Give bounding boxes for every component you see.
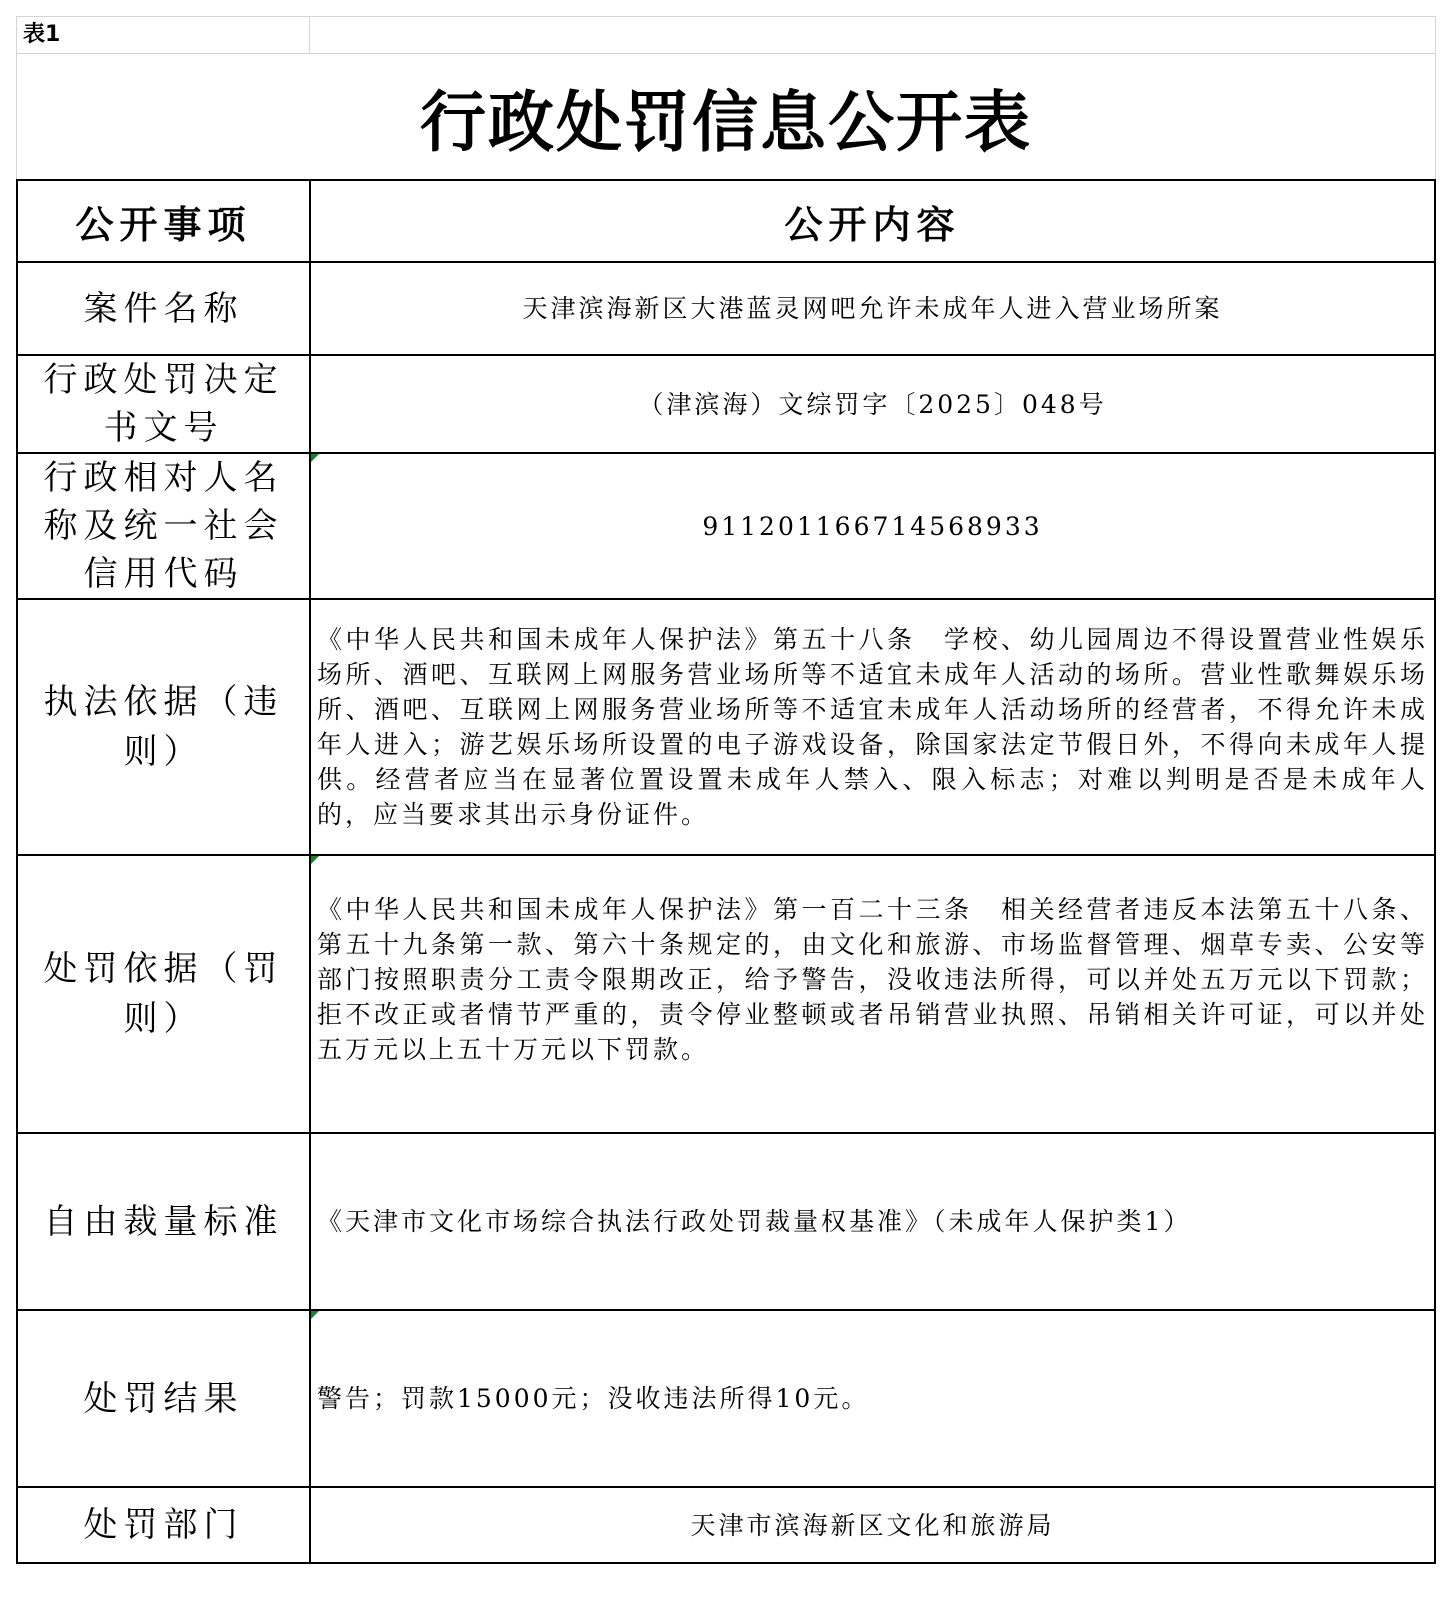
row-value-case-name[interactable]: 天津滨海新区大港蓝灵网吧允许未成年人进入营业场所案 [310, 262, 1435, 355]
header-content[interactable]: 公开内容 [310, 180, 1435, 262]
penalty-result-text: 警告；罚款15000元；没收违法所得10元。 [317, 1384, 870, 1413]
row-value-discretion-standard[interactable]: 《天津市文化市场综合执法行政处罚裁量权基准》（未成年人保护类1） [310, 1133, 1435, 1310]
table-row [17, 1310, 1435, 1487]
row-key-penalty-basis[interactable]: 处罚依据（罚则） [17, 855, 310, 1133]
header-item[interactable]: 公开事项 [17, 180, 310, 262]
penalty-basis-text: 《中华人民共和国未成年人保护法》第一百二十三条 相关经营者违反本法第五十八条、第五十九条第一款、第六十条规定的，由文化和旅游、市场监督管理、烟草专卖、公安等部门按照职责分工责令限期改正，给予警告，没收违法所得，可以并处五万元以下罚款；拒不改正或者情节严重的，责令停业整顿或者吊销营业执照、吊销相关许可证，可以并处五万元以上五十万元以下罚款。 [317, 895, 1428, 1064]
title-row [16, 54, 1436, 179]
comment-marker [311, 454, 319, 462]
info-table [16, 179, 1436, 1564]
table-row [17, 855, 1435, 1133]
row-key-party-name[interactable]: 行政相对人名称及统一社会信用代码 [17, 453, 310, 599]
row-key-penalty-result[interactable]: 处罚结果 [17, 1310, 310, 1487]
row-key-department[interactable]: 处罚部门 [17, 1487, 310, 1563]
empty-cell[interactable] [310, 17, 1435, 53]
table-row [17, 1133, 1435, 1310]
table-row [17, 1487, 1435, 1563]
sheet-label-row [16, 16, 1436, 54]
page-title: 行政处罚信息公开表 [420, 83, 1032, 161]
row-value-penalty-result[interactable] [310, 1310, 1435, 1487]
header-row [17, 180, 1435, 262]
row-key-case-name[interactable]: 案件名称 [17, 262, 310, 355]
comment-marker [311, 1311, 319, 1319]
table-row [17, 453, 1435, 599]
spreadsheet [16, 16, 1436, 1564]
row-value-decision-number[interactable]: （津滨海）文综罚字〔2025〕048号 [310, 355, 1435, 453]
row-key-decision-number[interactable]: 行政处罚决定书文号 [17, 355, 310, 453]
row-key-discretion-standard[interactable]: 自由裁量标准 [17, 1133, 310, 1310]
party-code-text: 911201166714568933 [702, 511, 1043, 541]
row-value-party-code[interactable] [310, 453, 1435, 599]
comment-marker [311, 856, 319, 864]
row-value-penalty-basis[interactable] [310, 855, 1435, 1133]
row-key-legal-basis[interactable]: 执法依据（违则） [17, 599, 310, 855]
row-value-legal-basis[interactable]: 《中华人民共和国未成年人保护法》第五十八条 学校、幼儿园周边不得设置营业性娱乐场所、酒吧、互联网上网服务营业场所等不适宜未成年人活动的场所。营业性歌舞娱乐场所、酒吧、互联网上网服务营业场所等不适宜未成年人活动场所的经营者，不得允许未成年人进入；游艺娱乐场所设置的电子游戏设备，除国家法定节假日外，不得向未成年人提供。经营者应当在显著位置设置未成年人禁入、限入标志；对难以判明是否是未成年人的，应当要求其出示身份证件。 [310, 599, 1435, 855]
row-value-department[interactable]: 天津市滨海新区文化和旅游局 [310, 1487, 1435, 1563]
sheet-label[interactable]: 表1 [17, 17, 310, 53]
table-row [17, 599, 1435, 855]
table-row [17, 355, 1435, 453]
table-row [17, 262, 1435, 355]
